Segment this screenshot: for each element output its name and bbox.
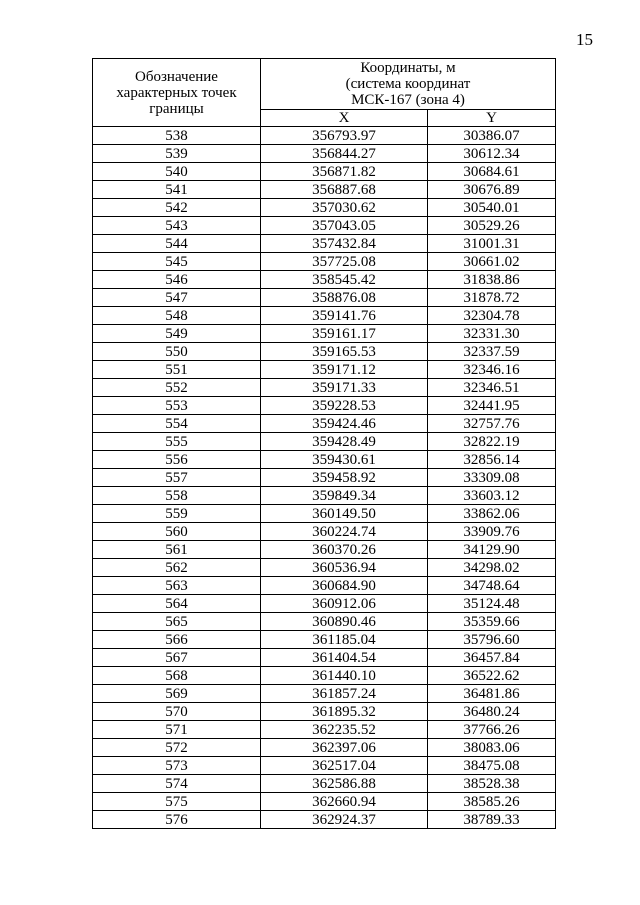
- coordinates-header-line1: Координаты, м: [360, 60, 456, 76]
- y-coordinate-cell: 35796.60: [428, 631, 556, 649]
- table-row: [93, 271, 556, 289]
- y-coordinate-cell: 33603.12: [428, 487, 556, 505]
- x-coordinate-cell: 361440.10: [261, 667, 428, 685]
- point-number-cell: 560: [93, 523, 261, 541]
- table-row: [93, 253, 556, 271]
- table-row: [93, 523, 556, 541]
- x-coordinate-cell: 357030.62: [261, 199, 428, 217]
- x-coordinate-cell: 356793.97: [261, 127, 428, 145]
- table-row: [93, 397, 556, 415]
- table-row: [93, 469, 556, 487]
- y-coordinate-cell: 38585.26: [428, 793, 556, 811]
- table-row: [93, 487, 556, 505]
- point-number-cell: 551: [93, 361, 261, 379]
- table-row: [93, 667, 556, 685]
- x-coordinate-cell: 359141.76: [261, 307, 428, 325]
- table-row: [93, 757, 556, 775]
- table-row: [93, 235, 556, 253]
- point-number-cell: 574: [93, 775, 261, 793]
- point-number-cell: 557: [93, 469, 261, 487]
- x-coordinate-cell: 359424.46: [261, 415, 428, 433]
- y-coordinate-cell: 33862.06: [428, 505, 556, 523]
- point-number-cell: 566: [93, 631, 261, 649]
- y-coordinate-cell: 32822.19: [428, 433, 556, 451]
- y-coordinate-cell: 30612.34: [428, 145, 556, 163]
- table-row: [93, 577, 556, 595]
- y-coordinate-cell: 32331.30: [428, 325, 556, 343]
- point-number-cell: 572: [93, 739, 261, 757]
- y-coordinate-cell: 34129.90: [428, 541, 556, 559]
- y-coordinate-cell: 30529.26: [428, 217, 556, 235]
- x-coordinate-cell: 359849.34: [261, 487, 428, 505]
- table-row: [93, 343, 556, 361]
- x-coordinate-cell: 359430.61: [261, 451, 428, 469]
- table-row: [93, 181, 556, 199]
- coordinates-header: [261, 59, 556, 110]
- y-coordinate-cell: 38789.33: [428, 811, 556, 829]
- y-coordinate-cell: 35359.66: [428, 613, 556, 631]
- x-coordinate-cell: 359458.92: [261, 469, 428, 487]
- point-number-cell: 544: [93, 235, 261, 253]
- point-number-cell: 569: [93, 685, 261, 703]
- x-coordinate-cell: 361404.54: [261, 649, 428, 667]
- point-number-cell: 567: [93, 649, 261, 667]
- x-coordinate-cell: 362586.88: [261, 775, 428, 793]
- point-number-cell: 553: [93, 397, 261, 415]
- point-number-cell: 564: [93, 595, 261, 613]
- table-row: [93, 685, 556, 703]
- y-coordinate-cell: 33309.08: [428, 469, 556, 487]
- y-coordinate-cell: 30540.01: [428, 199, 556, 217]
- point-number-cell: 540: [93, 163, 261, 181]
- x-coordinate-cell: 359228.53: [261, 397, 428, 415]
- table-row: [93, 721, 556, 739]
- table-row: [93, 775, 556, 793]
- x-coordinate-cell: 359171.12: [261, 361, 428, 379]
- y-coordinate-cell: 36481.86: [428, 685, 556, 703]
- table-row: [93, 649, 556, 667]
- point-number-cell: 561: [93, 541, 261, 559]
- point-number-cell: 562: [93, 559, 261, 577]
- y-coordinate-cell: 31838.86: [428, 271, 556, 289]
- point-number-cell: 547: [93, 289, 261, 307]
- y-column-header: Y: [428, 110, 556, 127]
- x-coordinate-cell: 358545.42: [261, 271, 428, 289]
- point-number-cell: 573: [93, 757, 261, 775]
- y-coordinate-cell: 32304.78: [428, 307, 556, 325]
- table-row: [93, 559, 556, 577]
- y-coordinate-cell: 38475.08: [428, 757, 556, 775]
- y-coordinate-cell: 36522.62: [428, 667, 556, 685]
- y-coordinate-cell: 32346.51: [428, 379, 556, 397]
- x-coordinate-cell: 356887.68: [261, 181, 428, 199]
- y-coordinate-cell: 32441.95: [428, 397, 556, 415]
- table-row: [93, 541, 556, 559]
- x-coordinate-cell: 360536.94: [261, 559, 428, 577]
- y-coordinate-cell: 32346.16: [428, 361, 556, 379]
- x-coordinate-cell: 359428.49: [261, 433, 428, 451]
- point-number-cell: 576: [93, 811, 261, 829]
- y-coordinate-cell: 38083.06: [428, 739, 556, 757]
- table-row: [93, 631, 556, 649]
- y-coordinate-cell: 35124.48: [428, 595, 556, 613]
- table-row: [93, 505, 556, 523]
- table-row: [93, 145, 556, 163]
- table-row: [93, 289, 556, 307]
- point-number-cell: 559: [93, 505, 261, 523]
- y-coordinate-cell: 37766.26: [428, 721, 556, 739]
- table-row: [93, 703, 556, 721]
- point-number-cell: 575: [93, 793, 261, 811]
- x-coordinate-cell: 361857.24: [261, 685, 428, 703]
- table-row: [93, 595, 556, 613]
- y-coordinate-cell: 38528.38: [428, 775, 556, 793]
- point-number-cell: 548: [93, 307, 261, 325]
- x-coordinate-cell: 362517.04: [261, 757, 428, 775]
- point-number-cell: 538: [93, 127, 261, 145]
- point-number-cell: 542: [93, 199, 261, 217]
- x-coordinate-cell: 358876.08: [261, 289, 428, 307]
- table-row: [93, 217, 556, 235]
- x-coordinate-cell: 362235.52: [261, 721, 428, 739]
- x-column-header: X: [261, 110, 428, 127]
- table-row: [93, 163, 556, 181]
- y-coordinate-cell: 30386.07: [428, 127, 556, 145]
- x-coordinate-cell: 356871.82: [261, 163, 428, 181]
- x-coordinate-cell: 360224.74: [261, 523, 428, 541]
- point-label-header: Обозначение характерных точек границы: [93, 59, 261, 127]
- table-row: [93, 379, 556, 397]
- page-number: 15: [576, 30, 593, 49]
- point-number-cell: 571: [93, 721, 261, 739]
- x-coordinate-cell: 360370.26: [261, 541, 428, 559]
- x-coordinate-cell: 360149.50: [261, 505, 428, 523]
- table-row: [93, 811, 556, 829]
- y-coordinate-cell: 32757.76: [428, 415, 556, 433]
- x-coordinate-cell: 361895.32: [261, 703, 428, 721]
- coordinates-table: [92, 58, 556, 829]
- x-coordinate-cell: 356844.27: [261, 145, 428, 163]
- table-body: [93, 127, 556, 829]
- y-coordinate-cell: 31878.72: [428, 289, 556, 307]
- x-coordinate-cell: 362660.94: [261, 793, 428, 811]
- table-row: [93, 451, 556, 469]
- point-number-cell: 545: [93, 253, 261, 271]
- x-coordinate-cell: 360890.46: [261, 613, 428, 631]
- x-coordinate-cell: 360684.90: [261, 577, 428, 595]
- y-coordinate-cell: 32856.14: [428, 451, 556, 469]
- point-number-cell: 556: [93, 451, 261, 469]
- table-row: [93, 739, 556, 757]
- point-number-cell: 543: [93, 217, 261, 235]
- point-number-cell: 558: [93, 487, 261, 505]
- x-coordinate-cell: 361185.04: [261, 631, 428, 649]
- y-coordinate-cell: 34298.02: [428, 559, 556, 577]
- point-number-cell: 552: [93, 379, 261, 397]
- y-coordinate-cell: 33909.76: [428, 523, 556, 541]
- y-coordinate-cell: 36480.24: [428, 703, 556, 721]
- table-row: [93, 433, 556, 451]
- point-number-cell: 554: [93, 415, 261, 433]
- point-number-cell: 539: [93, 145, 261, 163]
- y-coordinate-cell: 34748.64: [428, 577, 556, 595]
- table-row: [93, 415, 556, 433]
- y-coordinate-cell: 30684.61: [428, 163, 556, 181]
- x-coordinate-cell: 359161.17: [261, 325, 428, 343]
- table-row: [93, 199, 556, 217]
- x-coordinate-cell: 357043.05: [261, 217, 428, 235]
- x-coordinate-cell: 360912.06: [261, 595, 428, 613]
- x-coordinate-cell: 359165.53: [261, 343, 428, 361]
- table-row: [93, 793, 556, 811]
- y-coordinate-cell: 32337.59: [428, 343, 556, 361]
- table-row: [93, 361, 556, 379]
- point-number-cell: 565: [93, 613, 261, 631]
- table-row: [93, 325, 556, 343]
- y-coordinate-cell: 36457.84: [428, 649, 556, 667]
- table-row: [93, 613, 556, 631]
- table-row: [93, 127, 556, 145]
- point-number-cell: 555: [93, 433, 261, 451]
- coordinates-header-line2: (система координат: [345, 76, 471, 92]
- point-number-cell: 546: [93, 271, 261, 289]
- y-coordinate-cell: 31001.31: [428, 235, 556, 253]
- point-number-cell: 568: [93, 667, 261, 685]
- point-number-cell: 570: [93, 703, 261, 721]
- table-header: [93, 59, 556, 127]
- x-coordinate-cell: 357432.84: [261, 235, 428, 253]
- x-coordinate-cell: 359171.33: [261, 379, 428, 397]
- x-coordinate-cell: 357725.08: [261, 253, 428, 271]
- table-row: [93, 307, 556, 325]
- y-coordinate-cell: 30661.02: [428, 253, 556, 271]
- point-number-cell: 563: [93, 577, 261, 595]
- y-coordinate-cell: 30676.89: [428, 181, 556, 199]
- x-coordinate-cell: 362397.06: [261, 739, 428, 757]
- coordinates-header-line3: МСК-167 (зона 4): [351, 92, 465, 108]
- point-number-cell: 549: [93, 325, 261, 343]
- point-number-cell: 541: [93, 181, 261, 199]
- x-coordinate-cell: 362924.37: [261, 811, 428, 829]
- point-number-cell: 550: [93, 343, 261, 361]
